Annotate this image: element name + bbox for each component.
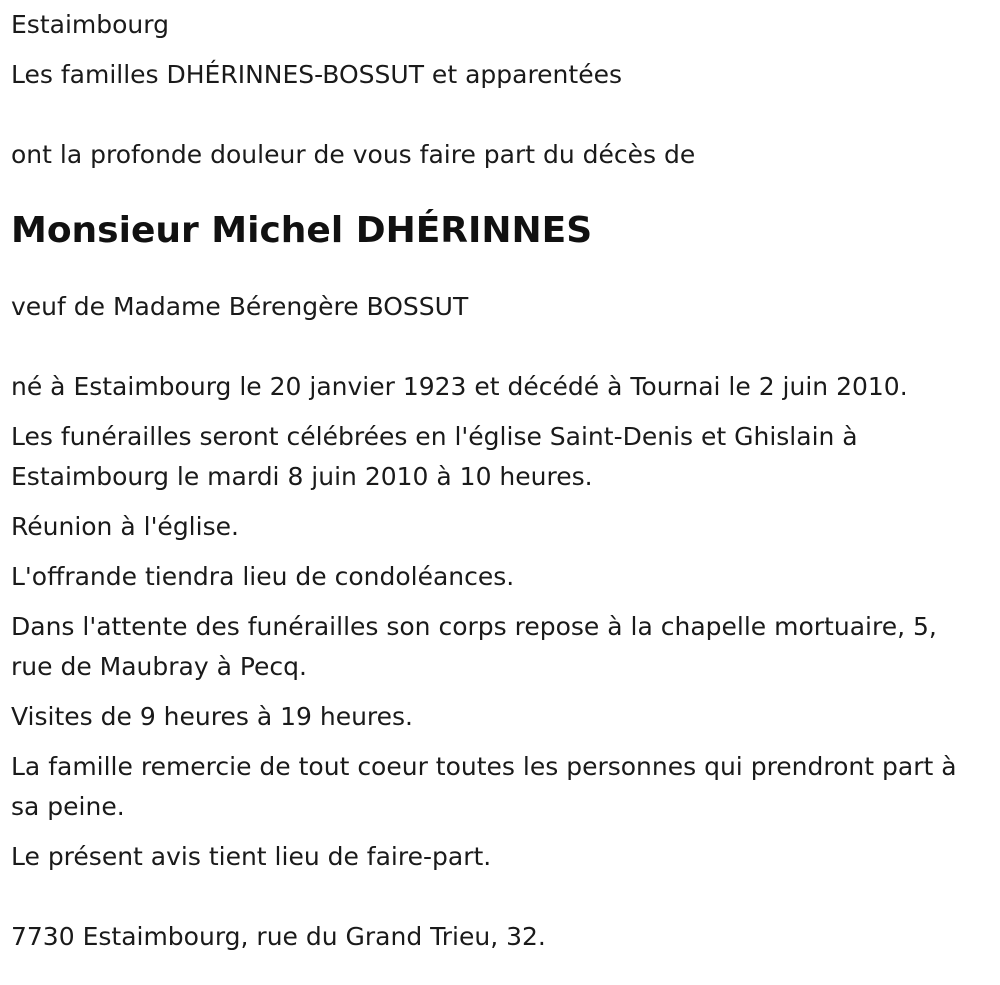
offering-line: L'offrande tiendra lieu de condoléances. <box>11 562 515 591</box>
thanks-paragraph: La famille remercie de tout coeur toutes les personnes qui prendront part à sa peine. <box>11 752 957 821</box>
families-line: Les familles DHÉRINNES-BOSSUT et apparentées <box>11 60 622 89</box>
address-line: 7730 Estaimbourg, rue du Grand Trieu, 32. <box>11 922 546 951</box>
rest-place-paragraph: Dans l'attente des funérailles son corps repose à la chapelle mortuaire, 5, rue de Maubray à Pecq. <box>11 612 937 681</box>
funeral-paragraph: Les funérailles seront célébrées en l'église Saint-Denis et Ghislain à Estaimbourg le mardi 8 juin 2010 à 10 heures. <box>11 422 858 491</box>
notice-statement-line: Le présent avis tient lieu de faire-part. <box>11 842 492 871</box>
visits-line: Visites de 9 heures à 19 heures. <box>11 702 414 731</box>
birth-death-line: né à Estaimbourg le 20 janvier 1923 et décédé à Tournai le 2 juin 2010. <box>11 372 908 401</box>
place-heading: Estaimbourg <box>11 10 169 39</box>
deceased-name: Monsieur Michel DHÉRINNES <box>11 210 593 251</box>
meeting-line: Réunion à l'église. <box>11 512 239 541</box>
death-notice <box>11 0 986 957</box>
announcement-line: ont la profonde douleur de vous faire part du décès de <box>11 140 696 169</box>
widower-line: veuf de Madame Bérengère BOSSUT <box>11 292 469 321</box>
